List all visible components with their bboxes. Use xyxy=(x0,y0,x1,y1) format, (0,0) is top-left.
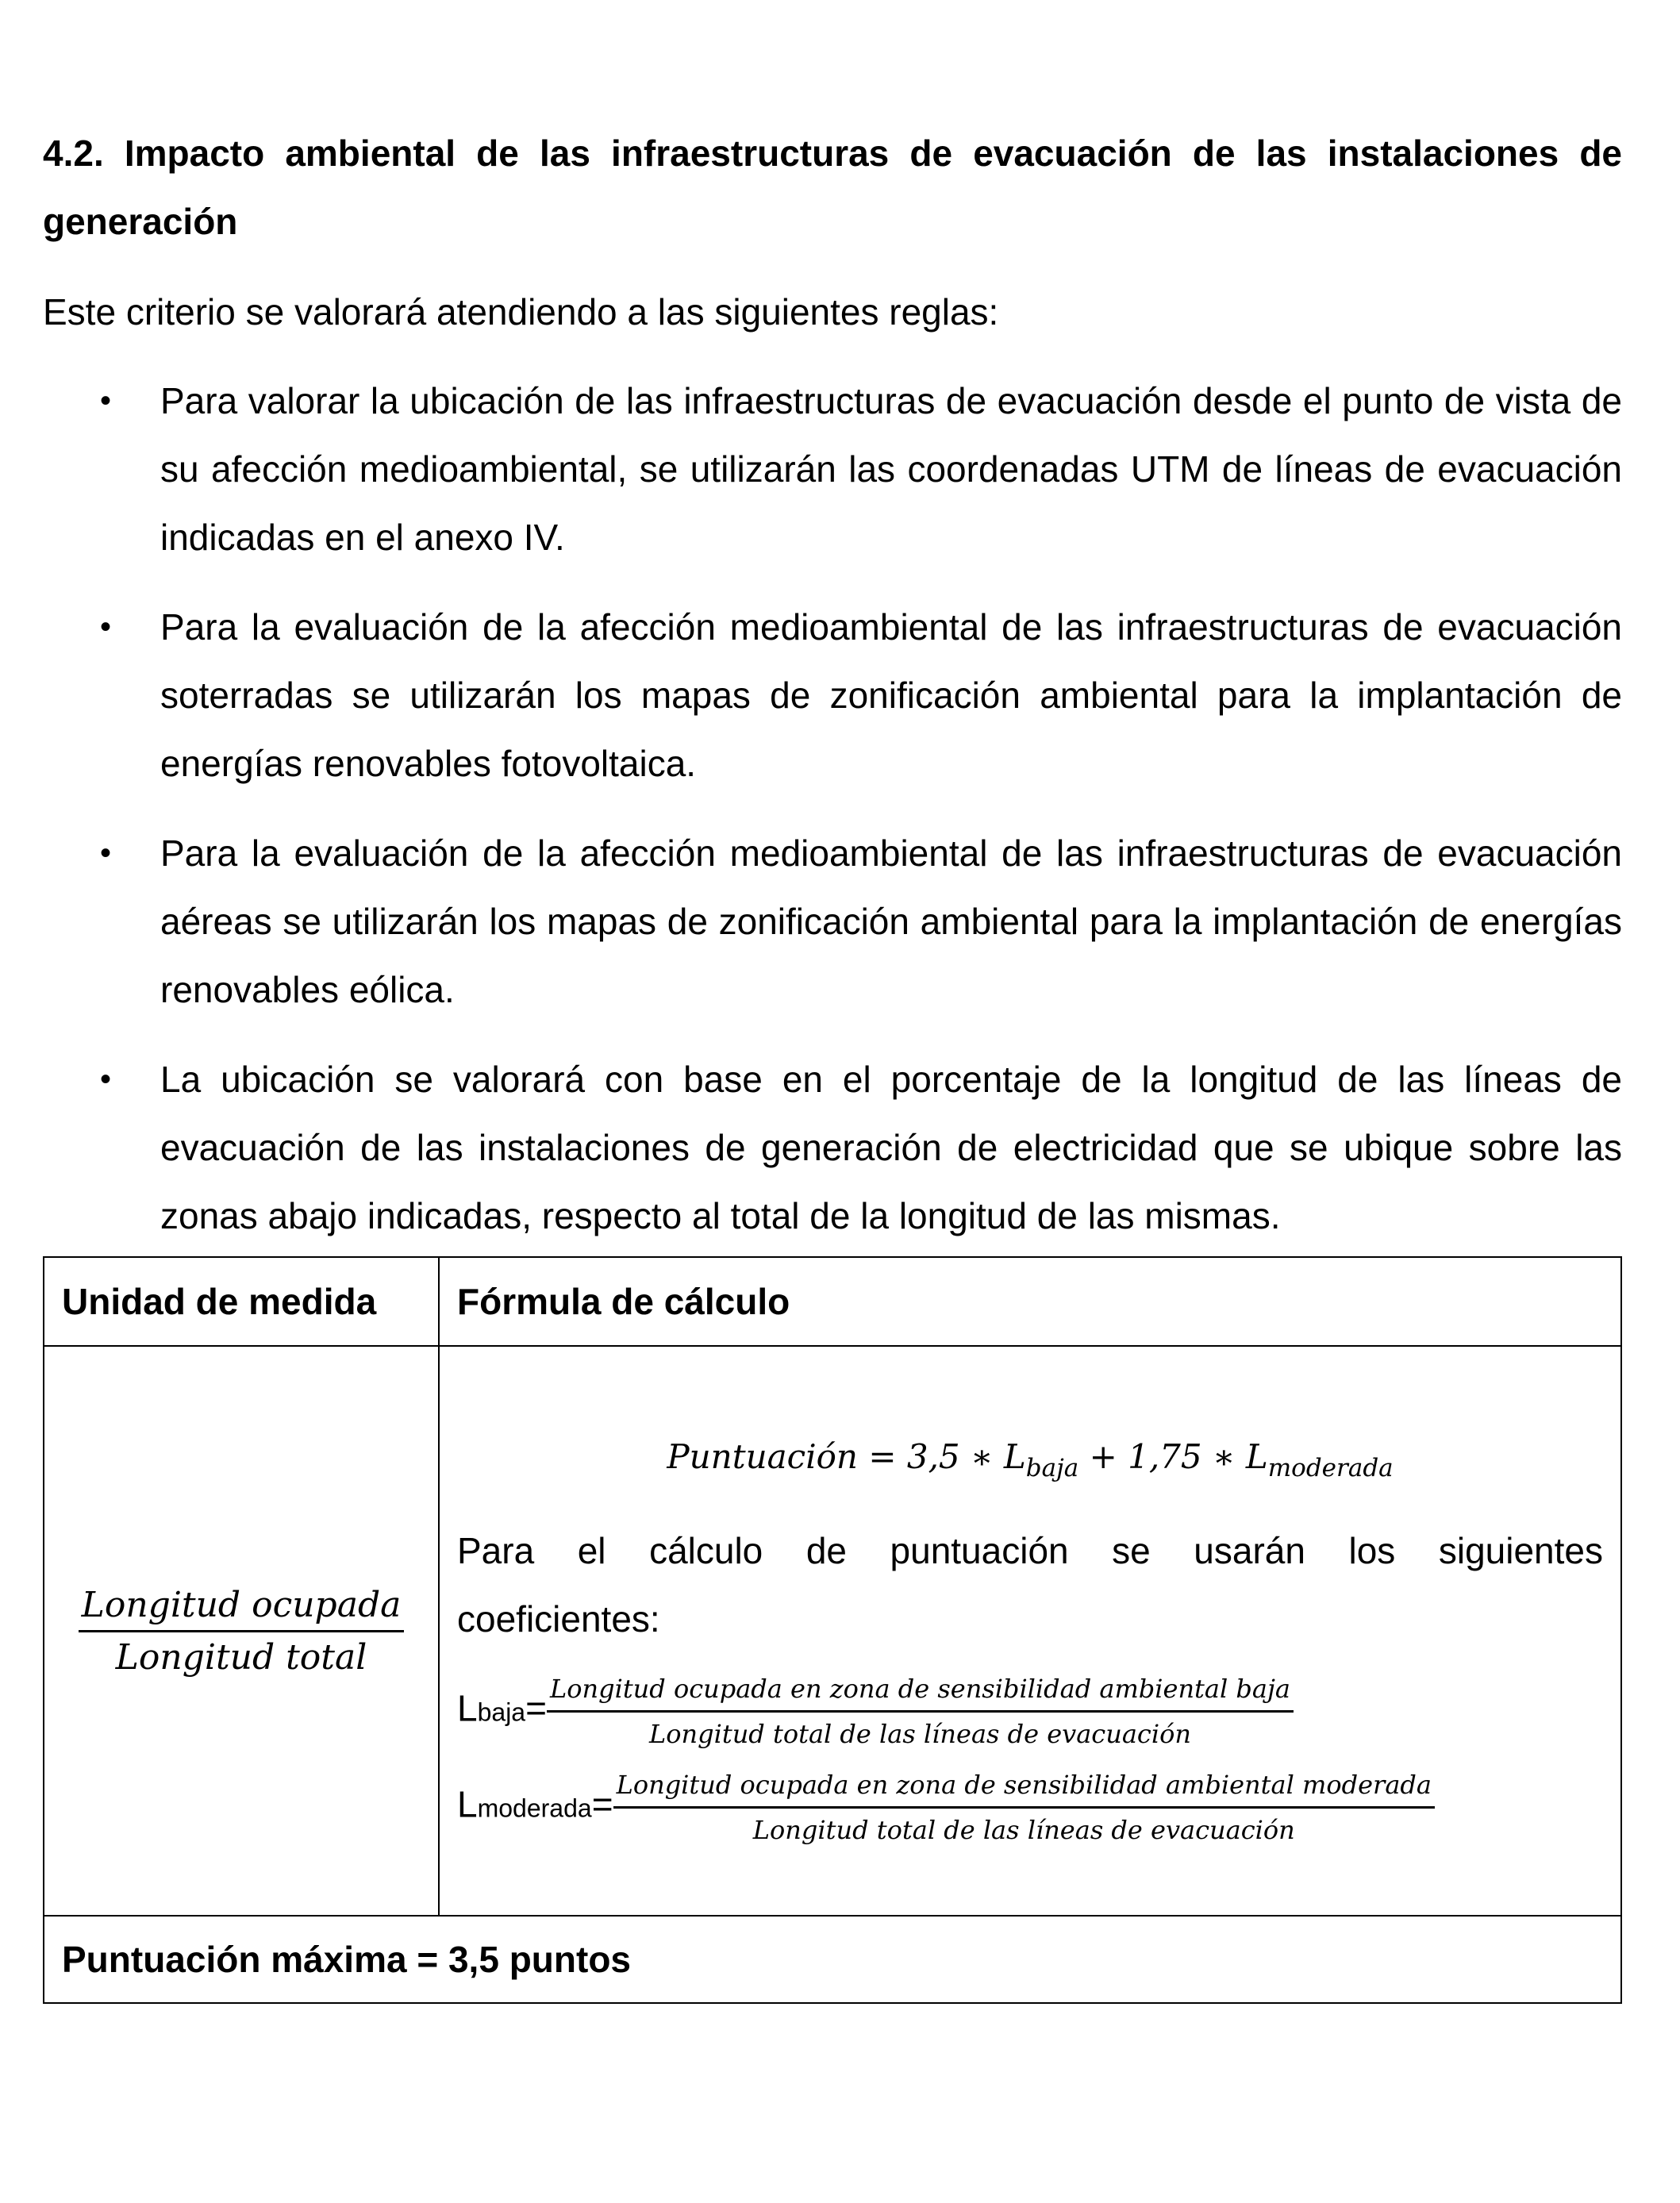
table-footer-row xyxy=(44,1916,1621,2003)
list-item xyxy=(43,819,1622,1024)
section-heading: 4.2. Impacto ambiental de las infraestructuras de evacuación de las instalaciones de generación xyxy=(43,133,1622,242)
coef-var: L xyxy=(457,1783,478,1825)
coef-fraction xyxy=(613,1770,1435,1845)
coef-sub: baja xyxy=(477,1697,526,1727)
bullet-icon: • xyxy=(100,1062,112,1097)
description-line-1: Para el cálculo de puntuación se usarán los siguientes xyxy=(457,1530,1603,1571)
coef-eq: = xyxy=(591,1783,613,1825)
list-item-text: Para valorar la ubicación de las infraestructuras de evacuación desde el punto de vista de su afección medioambiental, se utilizarán las coordenadas UTM de líneas de evacuación indicadas en el anexo IV. xyxy=(160,380,1622,558)
formula-cell xyxy=(439,1346,1621,1916)
coefficient-moderada xyxy=(457,1770,1603,1845)
score-formula xyxy=(457,1437,1603,1517)
table-header-row xyxy=(44,1257,1621,1346)
coef-denominator: Longitud total de las líneas de evacuación xyxy=(648,1719,1191,1749)
bullet-icon: • xyxy=(100,383,112,418)
header-formula: Fórmula de cálculo xyxy=(439,1257,1621,1346)
coef-fraction xyxy=(547,1674,1294,1749)
coef-denominator: Longitud total de las líneas de evacuación xyxy=(752,1815,1295,1845)
coef-numerator: Longitud ocupada en zona de sensibilidad ambiental baja xyxy=(547,1674,1294,1713)
list-item xyxy=(43,367,1622,571)
rules-list xyxy=(43,367,1622,1271)
unit-numerator: Longitud ocupada xyxy=(79,1585,405,1632)
coef-eq: = xyxy=(525,1687,547,1729)
list-item-text: La ubicación se valorará con base en el porcentaje de la longitud de las líneas de evacuación de las instalaciones de generación de electricidad que se ubique sobre las zonas abajo indicadas, respecto al total de la longitud de las mismas. xyxy=(160,1059,1622,1236)
formula-var-l: L xyxy=(1245,1437,1268,1476)
coef-numerator: Longitud ocupada en zona de sensibilidad ambiental moderada xyxy=(613,1770,1435,1809)
bullet-icon: • xyxy=(100,836,112,871)
intro-text: Este criterio se valorará atendiendo a las siguientes reglas: xyxy=(43,291,999,333)
list-item-text: Para la evaluación de la afección medioambiental de las infraestructuras de evacuación aéreas se utilizarán los mapas de zonificación ambiental para la implantación de energías renovables eólica. xyxy=(160,832,1622,1010)
formula-eq: = 3,5 ∗ xyxy=(857,1437,1004,1476)
formula-plus: + 1,75 ∗ xyxy=(1078,1437,1246,1476)
unit-denominator: Longitud total xyxy=(115,1636,367,1678)
max-score: Puntuación máxima = 3,5 puntos xyxy=(44,1916,1621,2003)
list-item xyxy=(43,1045,1622,1250)
coef-var: L xyxy=(457,1687,478,1729)
bullet-icon: • xyxy=(100,609,112,644)
formula-sub-moderada: moderada xyxy=(1267,1454,1394,1482)
list-item-text: Para la evaluación de la afección medioambiental de las infraestructuras de evacuación soterradas se utilizarán los mapas de zonificación ambiental para la implantación de energías renovables fotovoltaica. xyxy=(160,606,1622,784)
table-row xyxy=(44,1346,1621,1916)
header-unit: Unidad de medida xyxy=(44,1257,439,1346)
formula-var-l: L xyxy=(1003,1437,1026,1476)
list-item xyxy=(43,593,1622,798)
formula-sub-baja: baja xyxy=(1025,1454,1079,1482)
description-line-2: coeficientes: xyxy=(457,1598,660,1640)
unit-fraction xyxy=(79,1585,405,1678)
unit-cell xyxy=(44,1346,439,1916)
coefficient-baja xyxy=(457,1674,1603,1749)
coef-sub: moderada xyxy=(477,1794,592,1823)
formula-lhs: Puntuación xyxy=(667,1437,858,1476)
criteria-table xyxy=(43,1256,1622,2004)
